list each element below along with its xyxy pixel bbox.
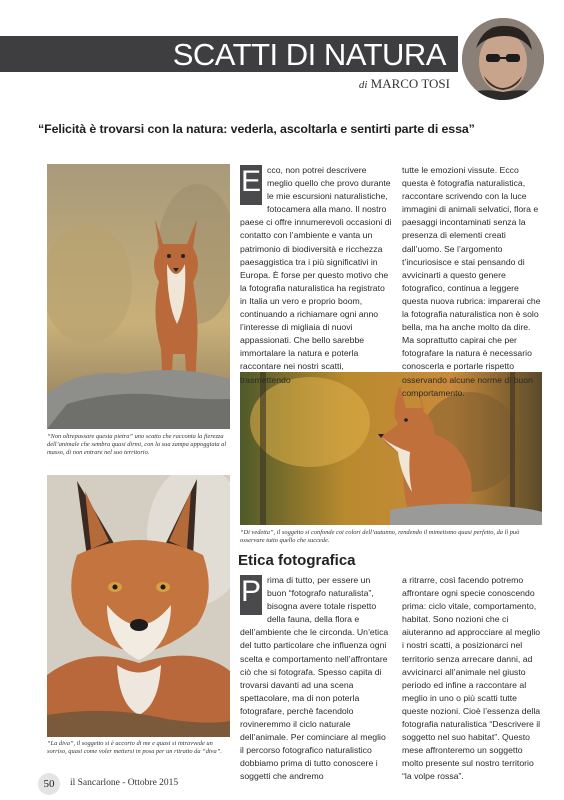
byline — [330, 76, 450, 92]
column-4-text: a ritrarre, così facendo potremo affrontare ogni specie conoscendo prima: ciclo vitale, comportamento, habitat. Sono nozioni che ci aiuteranno ad approcciare al meglio i nostri scatti, a posizionarci nel territorio senza arrecare danni, ad avvicinarci all’animale nel giusto periodo ed infine a raccontare al meglio in uno o più scatti tutte queste nozioni. Cioè l’essenza della fotografia naturalistica “Descrivere il soggetto nel suo habitat”. Questo mese affronteremo un soggetto molto presente sul nostro territorio “la volpe rossa”. — [402, 575, 541, 782]
column-3-text: rima di tutto, per essere un buon “fotografo naturalista”, bisogna avere totale rispetto della fauna, della flora e dell’ambiente che le circonda. Un’etica del tutto particolare che influenza ogni scelta e comportamento nell’affrontare ciò che si fotografa. Spesso capita di trovarsi davanti ad una scena spettacolare, ma di non poterla fotografare, perchè facendolo rovineremmo il ciclo naturale dell’animale. Per cominciare al meglio il percorso fotografico naturalistico dobbiamo prima di tutto conoscere i soggetti che andremo — [240, 575, 389, 782]
dropcap-letter: P — [240, 575, 262, 615]
column-2-text: tutte le emozioni vissute. Ecco questa è fotografia naturalistica, raccontare scrivendo con la luce immagini di animali selvatici, flora e paesaggi incontaminati senza la presenza di elementi creati dall’uomo. Se l’argomento t’incuriosisce e stai pensando di avvicinarti a questo genere fotografico, continua a leggere questa nuova rubrica: imparerai che la fotografia naturalistica non è solo bella, ma ha anche molto da dire. Ma soprattutto capirai che per fotografare la natura è necessario conoscerla e portarle rispetto osservando alcune norme di buon comportamento. — [402, 165, 541, 398]
article-column-3 — [240, 574, 392, 784]
dropcap-letter: E — [240, 165, 262, 205]
page-title: SCATTI DI NATURA — [172, 37, 446, 72]
author-avatar — [462, 18, 544, 100]
article-quote: “Felicità è trovarsi con la natura: vederla, ascoltarla e sentirti parte di essa” — [38, 122, 475, 136]
article-column-1 — [240, 164, 392, 387]
photo-fox-on-rock — [47, 164, 230, 429]
publication-info: il Sancarlone - Ottobre 2015 — [70, 778, 179, 788]
article-column-2 — [402, 164, 544, 400]
byline-name: MARCO TOSI — [370, 76, 450, 91]
title-bar — [0, 36, 458, 72]
article-column-4 — [402, 574, 544, 784]
caption-photo-3: “La diva”, il soggetto si è accorto di me e quasi si intravvede un sorriso, quasi come voler mettersi in posa per un ritratto da “diva”. — [47, 740, 222, 755]
caption-photo-1: “Non oltrepassare questa pietra” uno scatto che racconta la fierezza dell’animale che sembra quasi dirmi, con la sua zampa appoggiata al masso, di non entrare nel suo territorio. — [47, 433, 227, 456]
page-number: 50 — [38, 773, 60, 795]
caption-photo-2: “Di vedetta”, il soggetto si confonde coi colori dell’autunno, rendendo il mimetismo quasi perfetto, da lì può osservare tutto quello che succede. — [240, 529, 520, 544]
column-1-text: cco, non potrei descrivere meglio quello che provo durante le mie escursioni naturalistiche, fotocamera alla mano. Il nostro paese ci offre innumerevoli occasioni di contatto con l’ambiente e vanta un patrimonio di biodiversità e ricchezza paesaggistica tra i più significativi in Europa. È forse per questo motivo che la fotografia naturalistica ha registrato in Italia un vero e proprio boom, continuando a richiamare ogni anno l’interesse di migliaia di nuovi appassionati. Che bello sarebbe immortalare la natura e poterla raccontare nei nostri scatti, trasmettendo — [240, 165, 392, 385]
photo-fox-portrait — [47, 475, 230, 737]
byline-prefix: di — [358, 79, 368, 91]
section-heading: Etica fotografica — [238, 552, 356, 569]
